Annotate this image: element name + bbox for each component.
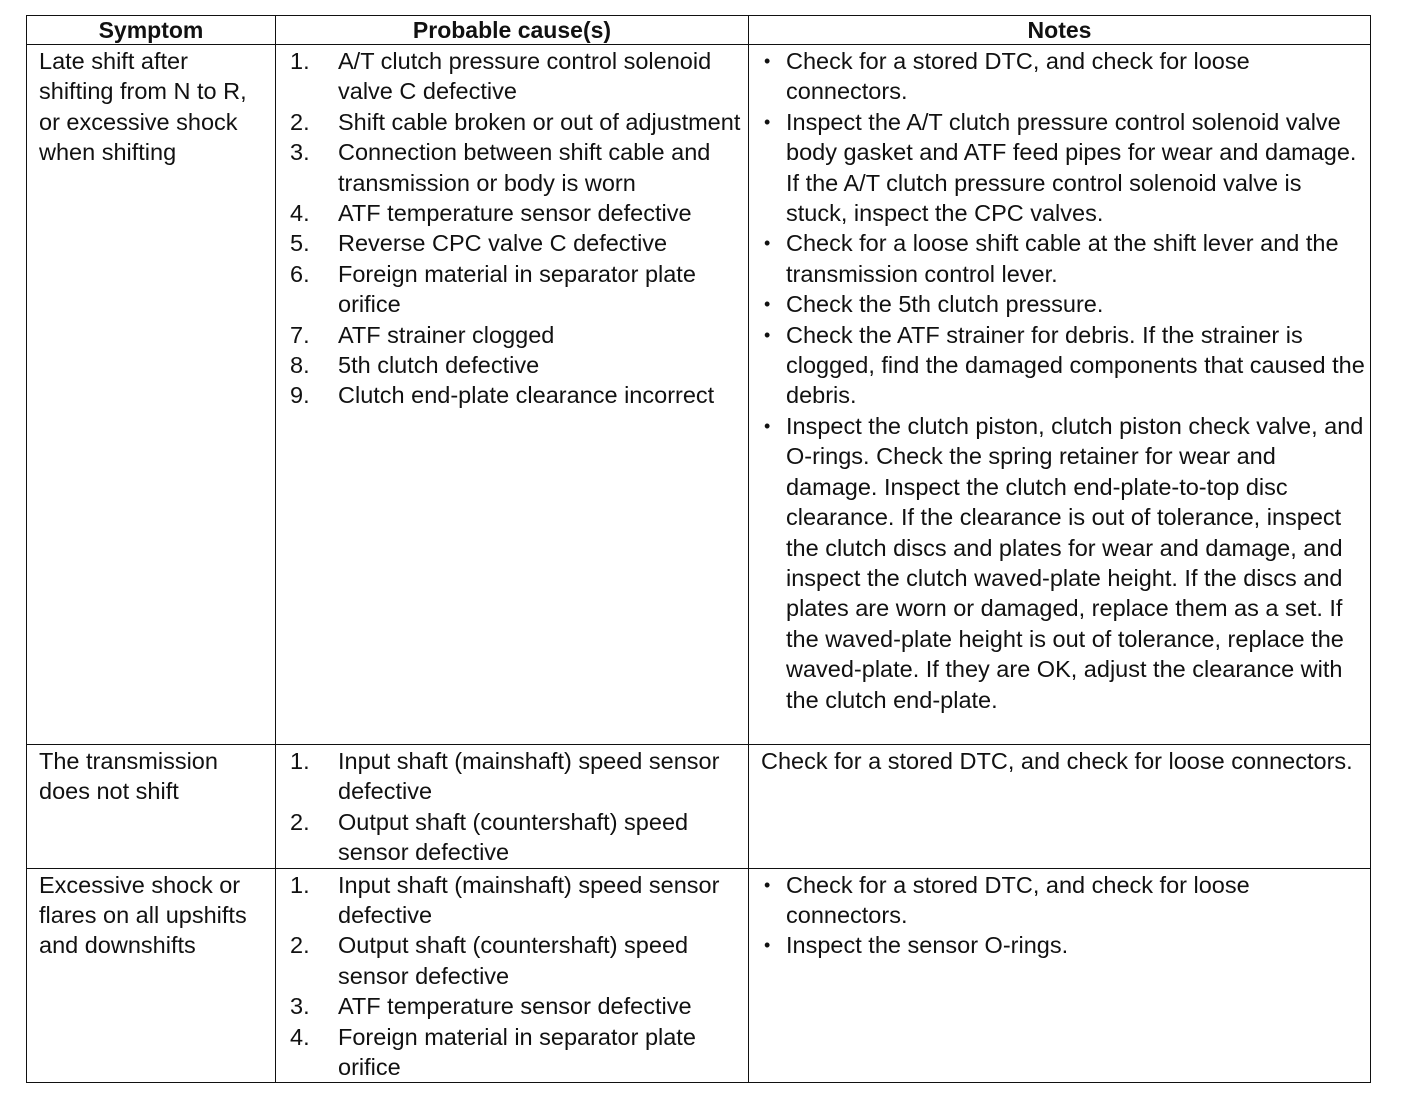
cause-list xyxy=(290,870,742,1083)
symptom-cell: The transmission does not shift xyxy=(27,745,276,869)
list-item: 2. Output shaft (countershaft) speed sensor defective xyxy=(290,808,689,866)
notes-list xyxy=(761,46,1366,715)
header-probable-cause: Probable cause(s) xyxy=(276,16,749,45)
list-item: • Check for a stored DTC, and check for loose connectors. xyxy=(764,871,1250,929)
list-item: 2. Output shaft (countershaft) speed sensor defective xyxy=(290,932,689,989)
bullet-icon: • xyxy=(764,294,771,315)
list-item: • Inspect the sensor O-rings. xyxy=(761,930,1366,960)
list-item: 1. Input shaft (mainshaft) speed sensor defective xyxy=(290,871,720,929)
list-item: 4. ATF temperature sensor defective xyxy=(290,200,692,227)
table-row xyxy=(27,45,1371,745)
notes-cell xyxy=(749,868,1371,1083)
notes-cell xyxy=(749,45,1371,745)
symptom-cell: Excessive shock or flares on all upshifts and downshifts xyxy=(27,868,276,1083)
list-item: • Check for a stored DTC, and check for loose connectors. xyxy=(764,48,1250,105)
table-row xyxy=(27,745,1371,869)
list-item: 4. Foreign material in separator plate orifice xyxy=(290,1023,696,1081)
list-item: 9. Clutch end-plate clearance incorrect xyxy=(290,382,715,409)
symptom-cell: Late shift after shifting from N to R, or excessive shock when shifting xyxy=(27,45,276,745)
list-item: • Check for a loose shift cable at the shift lever and the transmission control lever. xyxy=(764,230,1339,287)
list-item: • Inspect the A/T clutch pressure control solenoid valve body gasket and ATF feed pipes for wear and damage. If the A/T clutch pressure control solenoid valve is stuck, inspect the CPC valves. xyxy=(764,108,1357,227)
notes-list xyxy=(761,870,1366,961)
header-symptom: Symptom xyxy=(27,16,276,45)
list-item: 7. ATF strainer clogged xyxy=(290,321,555,348)
list-item: • Inspect the clutch piston, clutch piston check valve, and O-rings. Check the spring retainer for wear and damage. Inspect the clutch end-plate-to-top disc clearance. If the clearance is out of tolerance, inspect the clutch discs and plates for wear and damage, and inspect the clutch waved-plate height. If the discs and plates are worn or damaged, replace them as a set. If the waved-plate height is out of tolerance, replace the waved-plate. If they are OK, adjust the clearance with the clutch end-plate. xyxy=(764,412,1364,713)
troubleshooting-table xyxy=(26,15,1371,1083)
list-item: 2. Shift cable broken or out of adjustment xyxy=(290,108,741,135)
list-item: 3. Connection between shift cable and transmission or body is worn xyxy=(290,139,711,196)
list-item: 5. Reverse CPC valve C defective xyxy=(290,230,668,257)
list-item: 6. Foreign material in separator plate orifice xyxy=(290,260,696,318)
list-item: • Check the ATF strainer for debris. If the strainer is clogged, find the damaged components that caused the debris. xyxy=(764,321,1365,409)
list-item: 1. Input shaft (mainshaft) speed sensor defective xyxy=(290,748,720,805)
bullet-icon: • xyxy=(764,324,771,345)
bullet-icon: • xyxy=(764,415,771,436)
bullet-icon: • xyxy=(764,935,771,956)
header-notes: Notes xyxy=(749,16,1371,45)
cause-cell xyxy=(276,745,749,869)
list-item: 3. ATF temperature sensor defective xyxy=(290,993,692,1020)
cause-list xyxy=(290,746,742,868)
cause-list xyxy=(290,46,742,411)
notes-cell: Check for a stored DTC, and check for loose connectors. xyxy=(749,745,1371,869)
list-item: 8. 5th clutch defective xyxy=(290,352,540,379)
table-row xyxy=(27,868,1371,1083)
cause-cell xyxy=(276,868,749,1083)
bullet-icon: • xyxy=(764,111,771,132)
header-row xyxy=(27,16,1371,45)
bullet-icon: • xyxy=(764,233,771,254)
bullet-icon: • xyxy=(764,51,771,71)
list-item: • Check the 5th clutch pressure. xyxy=(761,289,1366,319)
bullet-icon: • xyxy=(764,874,771,895)
list-item: 1. A/T clutch pressure control solenoid valve C defective xyxy=(290,48,712,105)
cause-cell xyxy=(276,45,749,745)
